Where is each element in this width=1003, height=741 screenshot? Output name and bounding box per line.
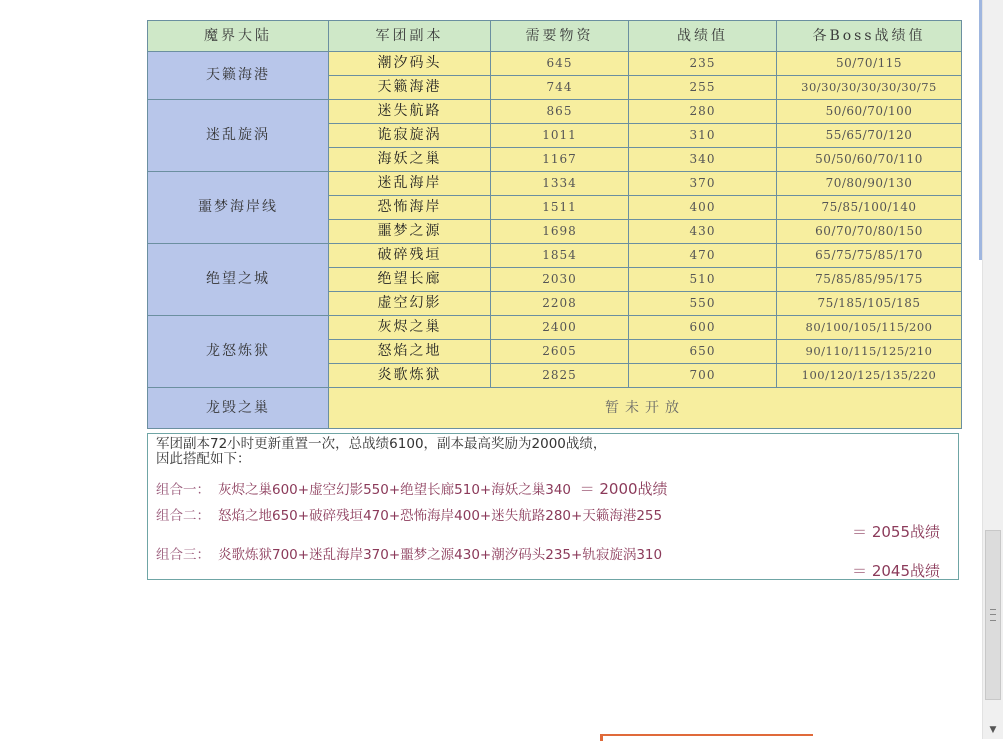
boss-score-value: 60/70/70/80/150 — [777, 220, 962, 244]
boss-score-value: 55/65/70/120 — [777, 124, 962, 148]
boss-score-value: 50/50/60/70/110 — [777, 148, 962, 172]
boss-score-value: 50/60/70/100 — [777, 100, 962, 124]
score-value: 310 — [629, 124, 777, 148]
dungeon-name: 迷乱海岸 — [329, 172, 491, 196]
supplies-value: 2605 — [491, 340, 629, 364]
scrollbar-thumb[interactable] — [985, 530, 1001, 700]
combo-label: 组合二： — [156, 508, 210, 524]
boss-score-value: 75/185/105/185 — [777, 292, 962, 316]
supplies-value: 2030 — [491, 268, 629, 292]
header-dungeon: 军团副本 — [329, 21, 491, 52]
combo-3 — [156, 547, 950, 580]
dungeon-name: 潮汐码头 — [329, 52, 491, 76]
supplies-value: 1511 — [491, 196, 629, 220]
combo-2 — [156, 508, 950, 541]
dungeon-name: 绝望长廊 — [329, 268, 491, 292]
dungeon-name: 迷失航路 — [329, 100, 491, 124]
table-body — [148, 52, 962, 429]
supplies-value: 1854 — [491, 244, 629, 268]
score-value: 370 — [629, 172, 777, 196]
boss-score-value: 90/110/115/125/210 — [777, 340, 962, 364]
closed-region-row — [148, 388, 962, 429]
boss-score-value: 75/85/100/140 — [777, 196, 962, 220]
boss-score-value: 50/70/115 — [777, 52, 962, 76]
region-name: 天籁海港 — [148, 52, 329, 100]
dungeon-name: 虚空幻影 — [329, 292, 491, 316]
score-value: 255 — [629, 76, 777, 100]
supplies-value: 865 — [491, 100, 629, 124]
combo-total: ＝ 2055战绩 — [852, 523, 940, 541]
combo-body: 炎歌炼狱700+迷乱海岸370+噩梦之源430+潮汐码头235+轨寂旋涡310 — [218, 547, 663, 563]
region-name: 噩梦海岸线 — [148, 172, 329, 244]
header-boss-score: 各Boss战绩值 — [777, 21, 962, 52]
combo-total: ＝ 2045战绩 — [852, 562, 940, 580]
score-value: 280 — [629, 100, 777, 124]
supplies-value: 645 — [491, 52, 629, 76]
boss-score-value: 30/30/30/30/30/30/75 — [777, 76, 962, 100]
bottom-decoration — [600, 734, 813, 741]
score-value: 550 — [629, 292, 777, 316]
dungeon-name: 海妖之巢 — [329, 148, 491, 172]
notes-intro-line2: 因此搭配如下： — [156, 451, 251, 467]
header-continent: 魔界大陆 — [148, 21, 329, 52]
dungeon-name: 怒焰之地 — [329, 340, 491, 364]
closed-status: 暂未开放 — [329, 388, 962, 429]
table-row — [148, 172, 962, 196]
table-row — [148, 244, 962, 268]
dungeon-name: 诡寂旋涡 — [329, 124, 491, 148]
score-value: 700 — [629, 364, 777, 388]
boss-score-value: 65/75/75/85/170 — [777, 244, 962, 268]
dungeon-name: 炎歌炼狱 — [329, 364, 491, 388]
score-value: 470 — [629, 244, 777, 268]
score-value: 650 — [629, 340, 777, 364]
dungeon-name: 天籁海港 — [329, 76, 491, 100]
supplies-value: 1167 — [491, 148, 629, 172]
supplies-value: 2208 — [491, 292, 629, 316]
header-score: 战绩值 — [629, 21, 777, 52]
region-name: 龙毁之巢 — [148, 388, 329, 429]
dungeon-name: 灰烬之巢 — [329, 316, 491, 340]
combo-body: 怒焰之地650+破碎残垣470+恐怖海岸400+迷失航路280+天籁海港255 — [218, 508, 663, 524]
supplies-value: 2400 — [491, 316, 629, 340]
supplies-value: 2825 — [491, 364, 629, 388]
boss-score-value: 70/80/90/130 — [777, 172, 962, 196]
score-value: 340 — [629, 148, 777, 172]
boss-score-value: 100/120/125/135/220 — [777, 364, 962, 388]
supplies-value: 744 — [491, 76, 629, 100]
region-name: 龙怒炼狱 — [148, 316, 329, 388]
table-row — [148, 316, 962, 340]
score-value: 235 — [629, 52, 777, 76]
dungeon-name: 破碎残垣 — [329, 244, 491, 268]
table-header-row — [148, 21, 962, 52]
supplies-value: 1698 — [491, 220, 629, 244]
combo-label: 组合三： — [156, 547, 210, 563]
score-value: 430 — [629, 220, 777, 244]
dungeon-name: 噩梦之源 — [329, 220, 491, 244]
dungeon-table — [147, 20, 962, 429]
combo-1 — [156, 481, 950, 498]
supplies-value: 1334 — [491, 172, 629, 196]
combo-label: 组合一： — [156, 482, 210, 498]
score-value: 600 — [629, 316, 777, 340]
supplies-value: 1011 — [491, 124, 629, 148]
notes-box — [147, 433, 959, 580]
scroll-down-arrow-icon[interactable]: ▼ — [989, 725, 997, 735]
region-name: 迷乱旋涡 — [148, 100, 329, 172]
combo-body: 灰烬之巢600+虚空幻影550+绝望长廊510+海妖之巢340 — [218, 482, 572, 498]
table-row — [148, 100, 962, 124]
boss-score-value: 75/85/85/95/175 — [777, 268, 962, 292]
grip-icon — [990, 609, 996, 621]
dungeon-name: 恐怖海岸 — [329, 196, 491, 220]
notes-intro-line1: 军团副本72小时更新重置一次，总战绩6100，副本最高奖励为2000战绩， — [156, 436, 607, 452]
table-row — [148, 52, 962, 76]
combo-total: ＝ 2000战绩 — [579, 480, 668, 498]
vertical-scrollbar[interactable] — [982, 0, 1003, 739]
header-supplies: 需要物资 — [491, 21, 629, 52]
region-name: 绝望之城 — [148, 244, 329, 316]
score-value: 400 — [629, 196, 777, 220]
score-value: 510 — [629, 268, 777, 292]
boss-score-value: 80/100/105/115/200 — [777, 316, 962, 340]
